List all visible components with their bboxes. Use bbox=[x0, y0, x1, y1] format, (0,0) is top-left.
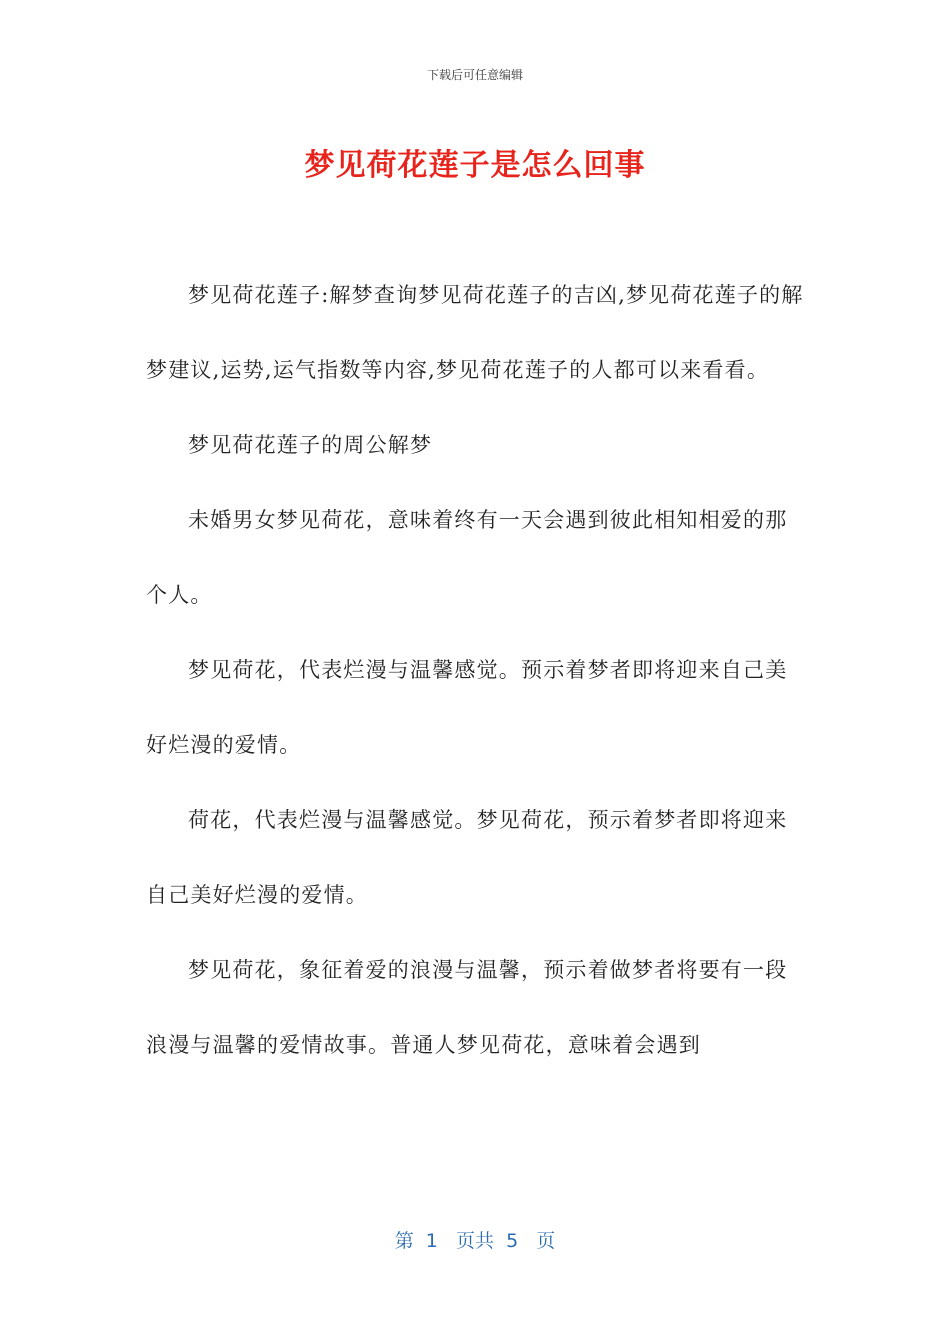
paragraph: 未婚男女梦见荷花，意味着终有一天会遇到彼此相知相爱的那个人。 bbox=[146, 508, 788, 607]
header-note: 下载后可任意编辑 bbox=[426, 68, 523, 82]
page-number-footer: 第 1 页共 5 页 bbox=[394, 1230, 556, 1252]
paragraph: 梦见荷花莲子:解梦查询梦见荷花莲子的吉凶,梦见荷花莲子的解梦建议,运势,运气指数等内容,梦见荷花莲子的人都可以来看看。 bbox=[146, 283, 804, 382]
paragraph: 荷花，代表烂漫与温馨感觉。梦见荷花，预示着梦者即将迎来自己美好烂漫的爱情。 bbox=[146, 808, 788, 907]
paragraph: 梦见荷花莲子的周公解梦 bbox=[188, 433, 433, 457]
paragraph: 梦见荷花，代表烂漫与温馨感觉。预示着梦者即将迎来自己美好烂漫的爱情。 bbox=[146, 658, 788, 757]
document-title: 梦见荷花莲子是怎么回事 bbox=[304, 148, 646, 183]
document-body bbox=[146, 258, 806, 1083]
paragraph: 梦见荷花，象征着爱的浪漫与温馨，预示着做梦者将要有一段浪漫与温馨的爱情故事。普通人梦见荷花，意味着会遇到 bbox=[146, 958, 788, 1057]
